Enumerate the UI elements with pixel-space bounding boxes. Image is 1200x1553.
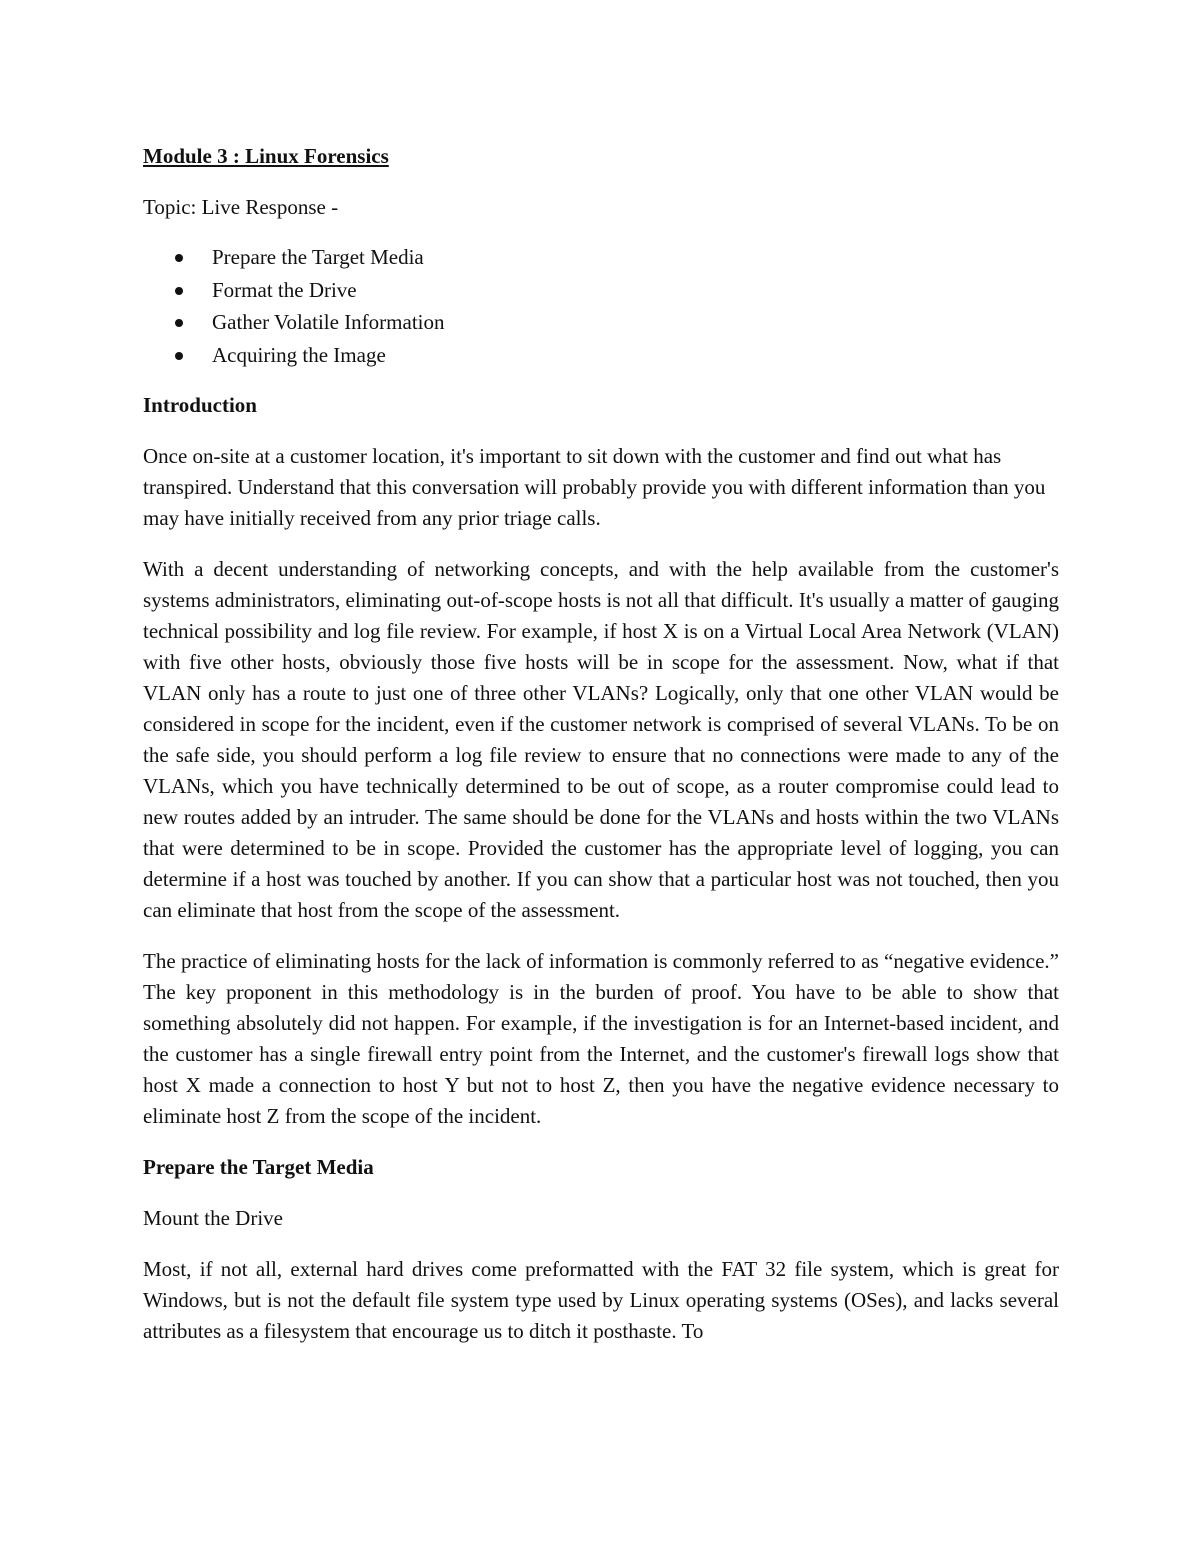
topic-bullet-list <box>143 241 1059 372</box>
bullet-dot-icon <box>175 352 183 360</box>
intro-paragraph: Once on-site at a customer location, it's important to sit down with the customer and find out what has transpired. Understand that this conversation will probably provide you with different information than you may have initially received from any prior triage calls. <box>143 443 1046 530</box>
fat32-paragraph: Most, if not all, external hard drives come preformatted with the FAT 32 file system, which is great for Windows, but is not the default file system type used by Linux operating systems (OSes), and lacks several attributes as a filesystem that encourage us to ditch it posthaste. To <box>143 1256 1059 1343</box>
bullet-dot-icon <box>175 287 183 295</box>
bullet-item-label: Acquiring the Image <box>212 343 386 368</box>
bullet-item-label: Prepare the Target Media <box>212 245 424 269</box>
introduction-heading: Introduction <box>143 392 257 417</box>
topic-line: Topic: Live Response - <box>143 195 339 219</box>
bullet-dot-icon <box>175 319 183 327</box>
prepare-target-media-heading: Prepare the Target Media <box>143 1154 374 1179</box>
bullet-item-label: Gather Volatile Information <box>212 310 445 335</box>
bullet-item-label: Format the Drive <box>212 277 357 302</box>
bullet-dot-icon <box>175 254 183 262</box>
scope-paragraph: With a decent understanding of networking concepts, and with the help available from the customer's systems administrators, eliminating out-of-scope hosts is not all that difficult. It's usually a matter of gauging technical possibility and log file review. For example, if host X is on a Virtual Local Area Network (VLAN) with five other hosts, obviously those five hosts will be in scope for the assessment. Now, what if that VLAN only has a route to just one of three other VLANs? Logically, only that one other VLAN would be considered in scope for the incident, even if the customer network is comprised of several VLANs. To be on the safe side, you should perform a log file review to ensure that no connections were made to any of the VLANs, which you have technically determined to be out of scope, as a router compromise could lead to new routes added by an intruder. The same should be done for the VLANs and hosts within the two VLANs that were determined to be in scope. Provided the customer has the appropriate level of logging, you can determine if a host was touched by another. If you can show that a particular host was not touched, then you can eliminate that host from the scope of the assessment. <box>143 556 1059 922</box>
mount-drive-subheading: Mount the Drive <box>143 1205 283 1230</box>
bullet-item-acquiring-image <box>143 339 1059 372</box>
bullet-item-format-drive <box>143 274 1059 307</box>
bullet-item-prepare-target-media <box>143 241 1059 274</box>
negative-evidence-paragraph: The practice of eliminating hosts for the lack of information is commonly referred to as “negative evidence.” The key proponent in this methodology is in the burden of proof. You have to be able to show that something absolutely did not happen. For example, if the investigation is for an Internet-based incident, and the customer has a single firewall entry point from the Internet, and the customer's firewall logs show that host X made a connection to host Y but not to host Z, then you have the negative evidence necessary to eliminate host Z from the scope of the incident. <box>143 948 1059 1128</box>
document-body <box>143 141 1059 1347</box>
module-title: Module 3 : Linux Forensics <box>143 144 389 168</box>
bullet-item-gather-volatile-information <box>143 306 1059 339</box>
